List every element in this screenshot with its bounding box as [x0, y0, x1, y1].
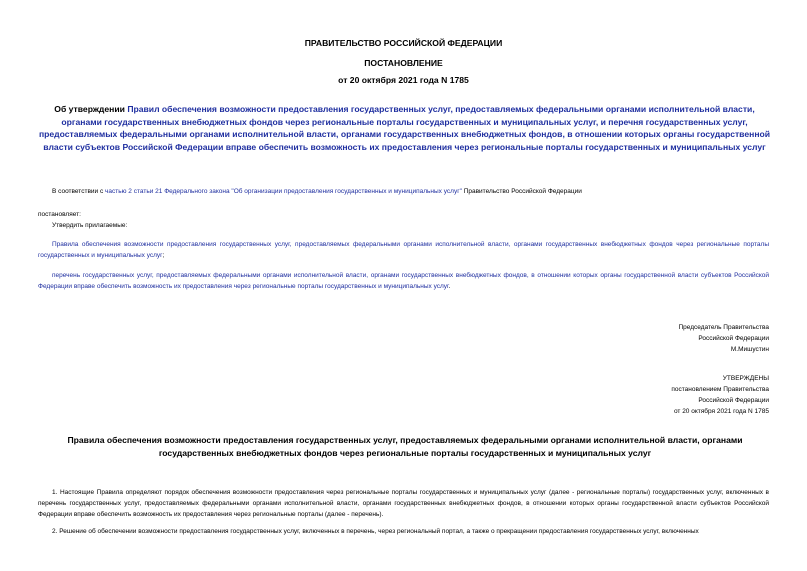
- title-prefix: Об утверждении: [54, 104, 128, 114]
- document-title: [38, 103, 771, 153]
- title-link[interactable]: Правил обеспечения возможности предоставления государственных услуг, предоставляемых федеральными органами исполнительной власти, органами государственных внебюджетных фондов через региональные порталы государственных и муниципальных услуг, и перечня государственных услуг, предоставляемых федеральными органами исполнительной власти, органами государственных внебюджетных фондов, в отношении которых органы государственной власти субъектов Российской Федерации вправе обеспечить возможность их предоставления через региональные порталы государственных и муниципальных услуг: [38, 104, 771, 152]
- rules-link[interactable]: Правила обеспечения возможности предоставления государственных услуг, предоставляемых федеральными органами исполнительной власти, органами государственных внебюджетных фондов через региональные порталы государственных и муниципальных услуг: [38, 241, 769, 259]
- signature-country: Российской Федерации: [698, 335, 769, 342]
- government-name: ПРАВИТЕЛЬСТВО РОССИЙСКОЙ ФЕДЕРАЦИИ: [304, 38, 503, 48]
- item-rules-tail: ;: [162, 252, 165, 259]
- rules-title: Правила обеспечения возможности предоставления государственных услуг, предоставляемых федеральными органами исполнительной власти, органами государственных внебюджетных фондов через региональные порталы государственных и муниципальных услуг: [67, 435, 743, 458]
- approved-block: [671, 373, 769, 417]
- signature-block: [678, 322, 769, 355]
- preamble: [38, 186, 769, 197]
- paragraph-2: 2. Решение об обеспечении возможности предоставления государственных услуг, включенных в перечень, через региональный портал, а также о прекращении предоставления государственных услуг, включенных: [52, 528, 699, 535]
- preamble-before: В соответствии с: [52, 188, 106, 195]
- item-rules: [38, 239, 769, 261]
- approved-date: от 20 октября 2021 года N 1785: [673, 408, 769, 415]
- document-date-number: от 20 октября 2021 года N 1785: [338, 75, 469, 85]
- item-list: [38, 270, 769, 292]
- preamble-after: Правительство Российской Федерации: [461, 188, 582, 195]
- signature-position: Председатель Правительства: [678, 324, 769, 331]
- list-link[interactable]: перечень государственных услуг, предоставляемых федеральными органами исполнительной власти, органами государственных внебюджетных фондов, в отношении которых органы государственной власти субъектов Российской Федерации вправе обеспечить возможность их предоставления через региональные порталы государственных и муниципальных услуг: [38, 272, 769, 290]
- approved-country: Российской Федерации: [698, 397, 769, 404]
- paragraph-1: 1. Настоящие Правила определяют порядок обеспечения возможности предоставления через региональные порталы государственных и муниципальных услуг (далее - региональные порталы) государственных услуг, включенных в перечень государственных услуг, предоставляемых федеральными органами исполнительной власти, органами государственных внебюджетных фондов, в отношении которых органы государственной власти субъектов Российской Федерации вправе обеспечить возможность их предоставления через региональные порталы (далее - перечень).: [38, 489, 769, 518]
- approved-by: постановлением Правительства: [671, 386, 769, 393]
- document-type: ПОСТАНОВЛЕНИЕ: [364, 58, 443, 68]
- resolves-text: постановляет:: [38, 211, 81, 218]
- approve-text: Утвердить прилагаемые:: [52, 222, 128, 229]
- federal-law-link[interactable]: частью 2 статьи 21 Федерального закона "Об организации предоставления государственных и муниципальных услуг": [105, 188, 462, 195]
- item-list-tail: .: [448, 283, 451, 290]
- approved-label: УТВЕРЖДЕНЫ: [722, 375, 769, 382]
- signature-name: М.Мишустин: [730, 346, 769, 353]
